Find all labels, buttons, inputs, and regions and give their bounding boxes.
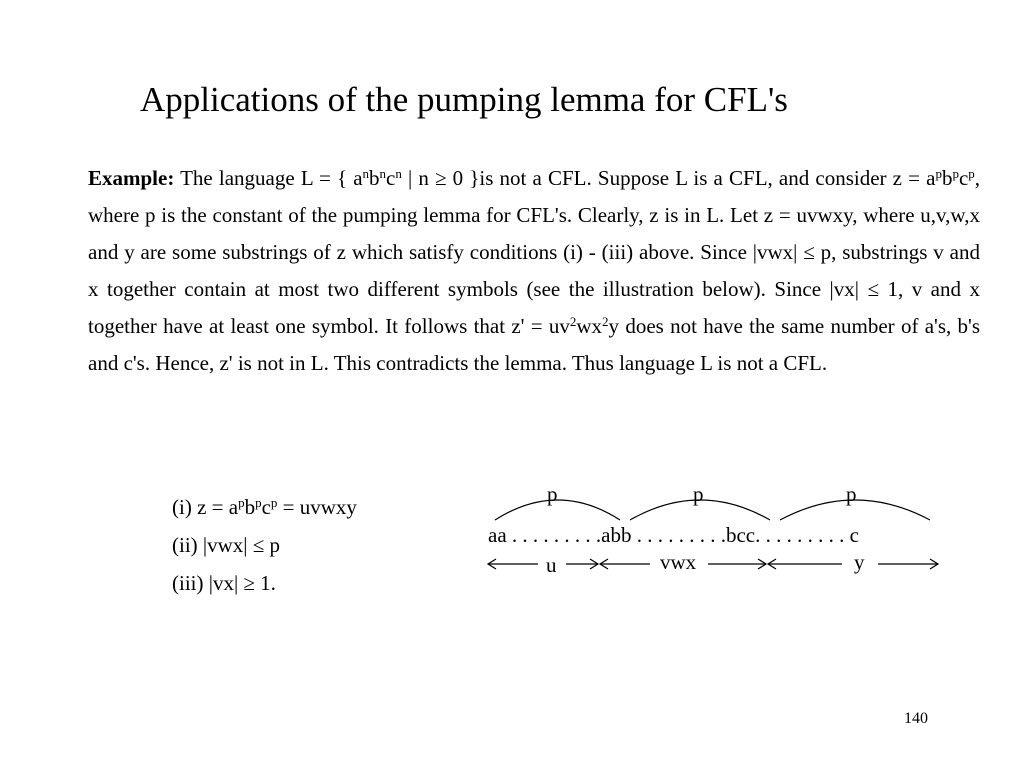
superscript: p (270, 495, 278, 510)
superscript: n (362, 166, 370, 181)
condition-text: = uvwxy (277, 495, 357, 519)
paragraph-text: c (386, 166, 396, 190)
condition-i (172, 488, 472, 526)
superscript: p (952, 166, 959, 181)
condition-ii: (ii) |vwx| ≤ p (172, 533, 281, 557)
paragraph-text: The language L = { a (174, 166, 363, 190)
paragraph-text: y does not have the same number of a's, b's and c's. Hence, z' is not in L. This contradicts the lemma. Thus language L is not a CFL. (88, 314, 980, 375)
segment-label-u: u (546, 553, 557, 577)
superscript: n (379, 166, 387, 181)
example-label: Example: (88, 166, 175, 190)
superscript: p (238, 495, 245, 510)
condition-text: (i) z = a (172, 495, 239, 519)
string-illustration (480, 478, 950, 588)
example-paragraph (88, 160, 980, 382)
superscript: p (968, 166, 975, 181)
condition-text: c (261, 495, 271, 519)
paragraph-text: b (941, 166, 953, 190)
paragraph-text: wx (576, 314, 603, 338)
segment-label-y: y (854, 550, 865, 574)
paragraph-text: c (958, 166, 969, 190)
paragraph-text: , where p is the constant of the pumping lemma for CFL's. Clearly, z is in L. Let z = uvwxy, where u,v,w,x and y are some substrings of z which satisfy conditions (i) - (iii) above. Since |vwx| ≤ p, substrings v and x together contain at most two different symbols (see the illustration below). Since |vx| ≤ 1, v and x together have at least one symbol. It follows that z' = uv (88, 166, 981, 338)
symbol-string: aa . . . . . . . . .abb . . . . . . . . .bcc. . . . . . . . . c (488, 523, 859, 547)
superscript: 2 (602, 314, 609, 329)
brace-label-p: p (547, 482, 558, 506)
superscript: p (935, 166, 942, 181)
condition-iii: (iii) |vx| ≥ 1. (172, 571, 276, 595)
paragraph-text: | n ≥ 0 }is not a CFL. Suppose L is a CFL, and consider z = a (401, 166, 936, 190)
brace-label-p: p (693, 482, 704, 506)
superscript: p (255, 495, 262, 510)
slide-title: Applications of the pumping lemma for CFL's (140, 80, 788, 119)
superscript: 2 (569, 314, 577, 329)
brace-label-p: p (846, 482, 857, 506)
lemma-conditions (172, 488, 472, 602)
page-number: 140 (904, 710, 928, 727)
brace-arc (495, 500, 620, 520)
paragraph-text: b (369, 166, 380, 190)
superscript: n (395, 166, 402, 181)
segment-label-vwx: vwx (660, 550, 697, 574)
condition-text: b (244, 495, 256, 519)
